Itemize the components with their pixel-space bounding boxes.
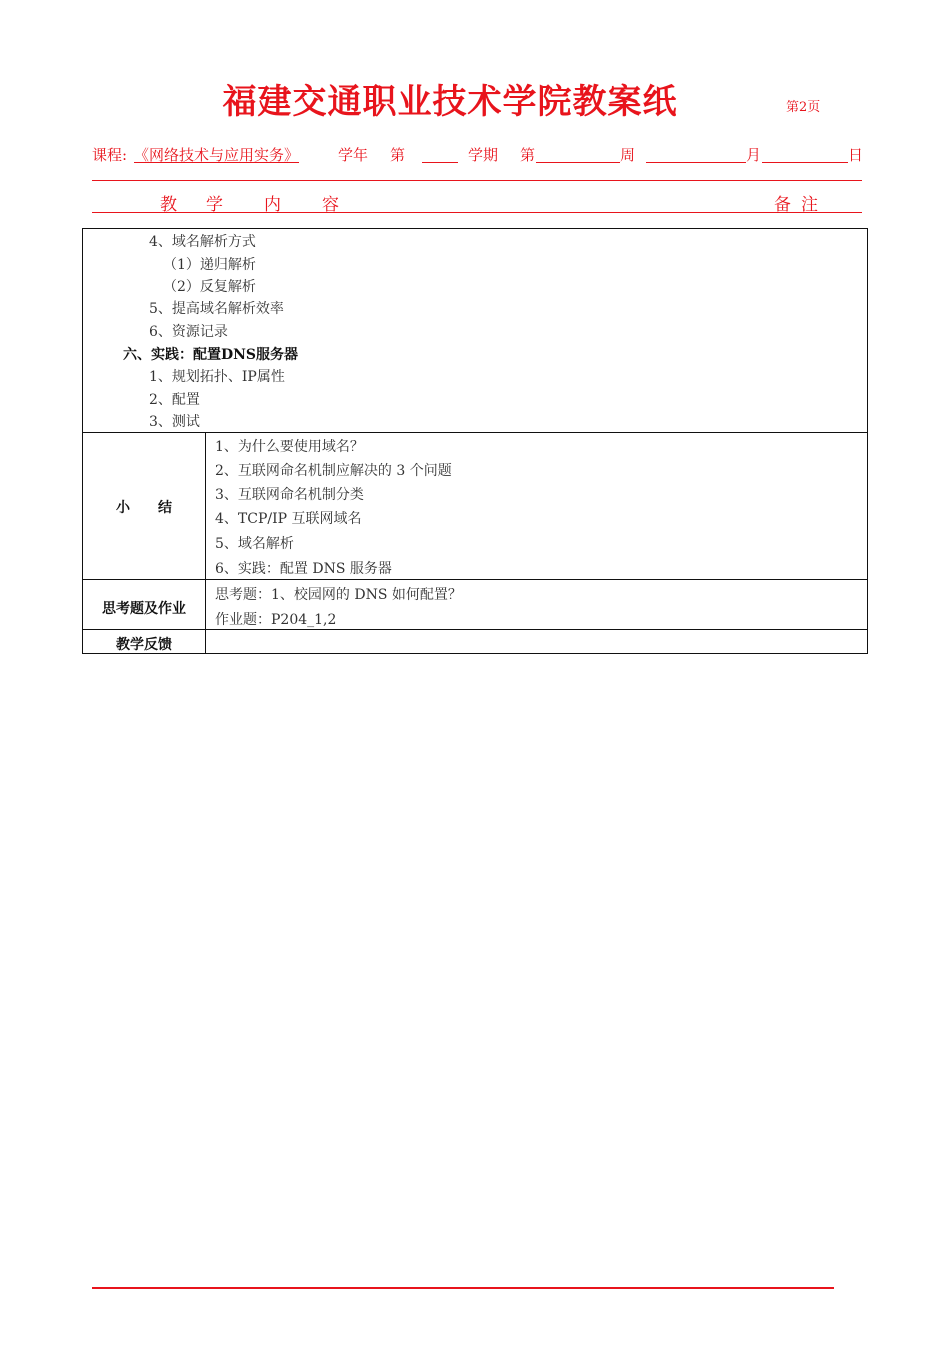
content-line-1: 4、域名解析方式 [149,234,256,250]
summary-item-4: 4、TCP/IP 互联网域名 [215,511,362,527]
content-line-8: 2、配置 [149,392,200,408]
course-line [92,144,868,166]
row-divider-3 [83,629,867,630]
summary-item-3: 3、互联网命名机制分类 [215,487,364,503]
week-label: 周 [620,146,636,164]
page-number: 第2页 [786,100,821,115]
di-label-2: 第 [520,146,536,164]
month-blank [646,144,746,167]
row-divider-1 [83,432,867,433]
summary-label: 小 结 [116,500,172,516]
homework-label: 思考题及作业 [102,601,186,617]
footer-rule [92,1287,834,1289]
row-divider-2 [83,579,867,580]
term-label: 学期 [468,146,499,164]
page-title: 福建交通职业技术学院教案纸 [222,82,678,122]
content-head-2: 学 [206,195,225,215]
di-label-1: 第 [390,146,406,164]
month-label: 月 [746,146,762,164]
summary-item-2: 2、互联网命名机制应解决的 3 个问题 [215,463,452,479]
course-name [134,144,299,164]
content-line-3: （2）反复解析 [163,279,256,295]
header-rule-top [92,180,862,181]
content-line-4: 5、提高域名解析效率 [149,301,284,317]
course-name-text: 《网络技术与应用实务》 [134,146,300,164]
lesson-table [82,228,868,654]
content-head-4: 容 [322,195,341,215]
homework-line-2: 作业题：P204_1,2 [215,612,337,628]
term-blank [422,144,458,167]
content-line-9: 3、测试 [149,414,200,430]
content-head-3: 内 [264,195,283,215]
day-label: 日 [848,146,864,164]
content-head-1: 教 [160,195,179,215]
remark-head: 备注 [774,195,828,215]
content-line-5: 6、资源记录 [149,324,228,340]
content-line-2: （1）递归解析 [163,257,256,273]
summary-item-1: 1、为什么要使用域名？ [215,439,364,455]
summary-item-6: 6、实践：配置 DNS 服务器 [215,561,392,577]
feedback-label: 教学反馈 [116,637,172,653]
header-rule-bottom [92,212,862,213]
column-divider [205,432,206,654]
summary-item-5: 5、域名解析 [215,536,294,552]
year-label: 学年 [338,146,369,164]
course-label: 课程: [92,146,128,164]
week-blank [536,144,620,167]
day-blank [762,144,848,167]
content-line-7: 1、规划拓扑、IP属性 [149,369,285,385]
homework-line-1: 思考题：1、校园网的 DNS 如何配置？ [215,587,462,603]
content-heading-practice: 六、实践：配置DNS服务器 [123,347,299,363]
